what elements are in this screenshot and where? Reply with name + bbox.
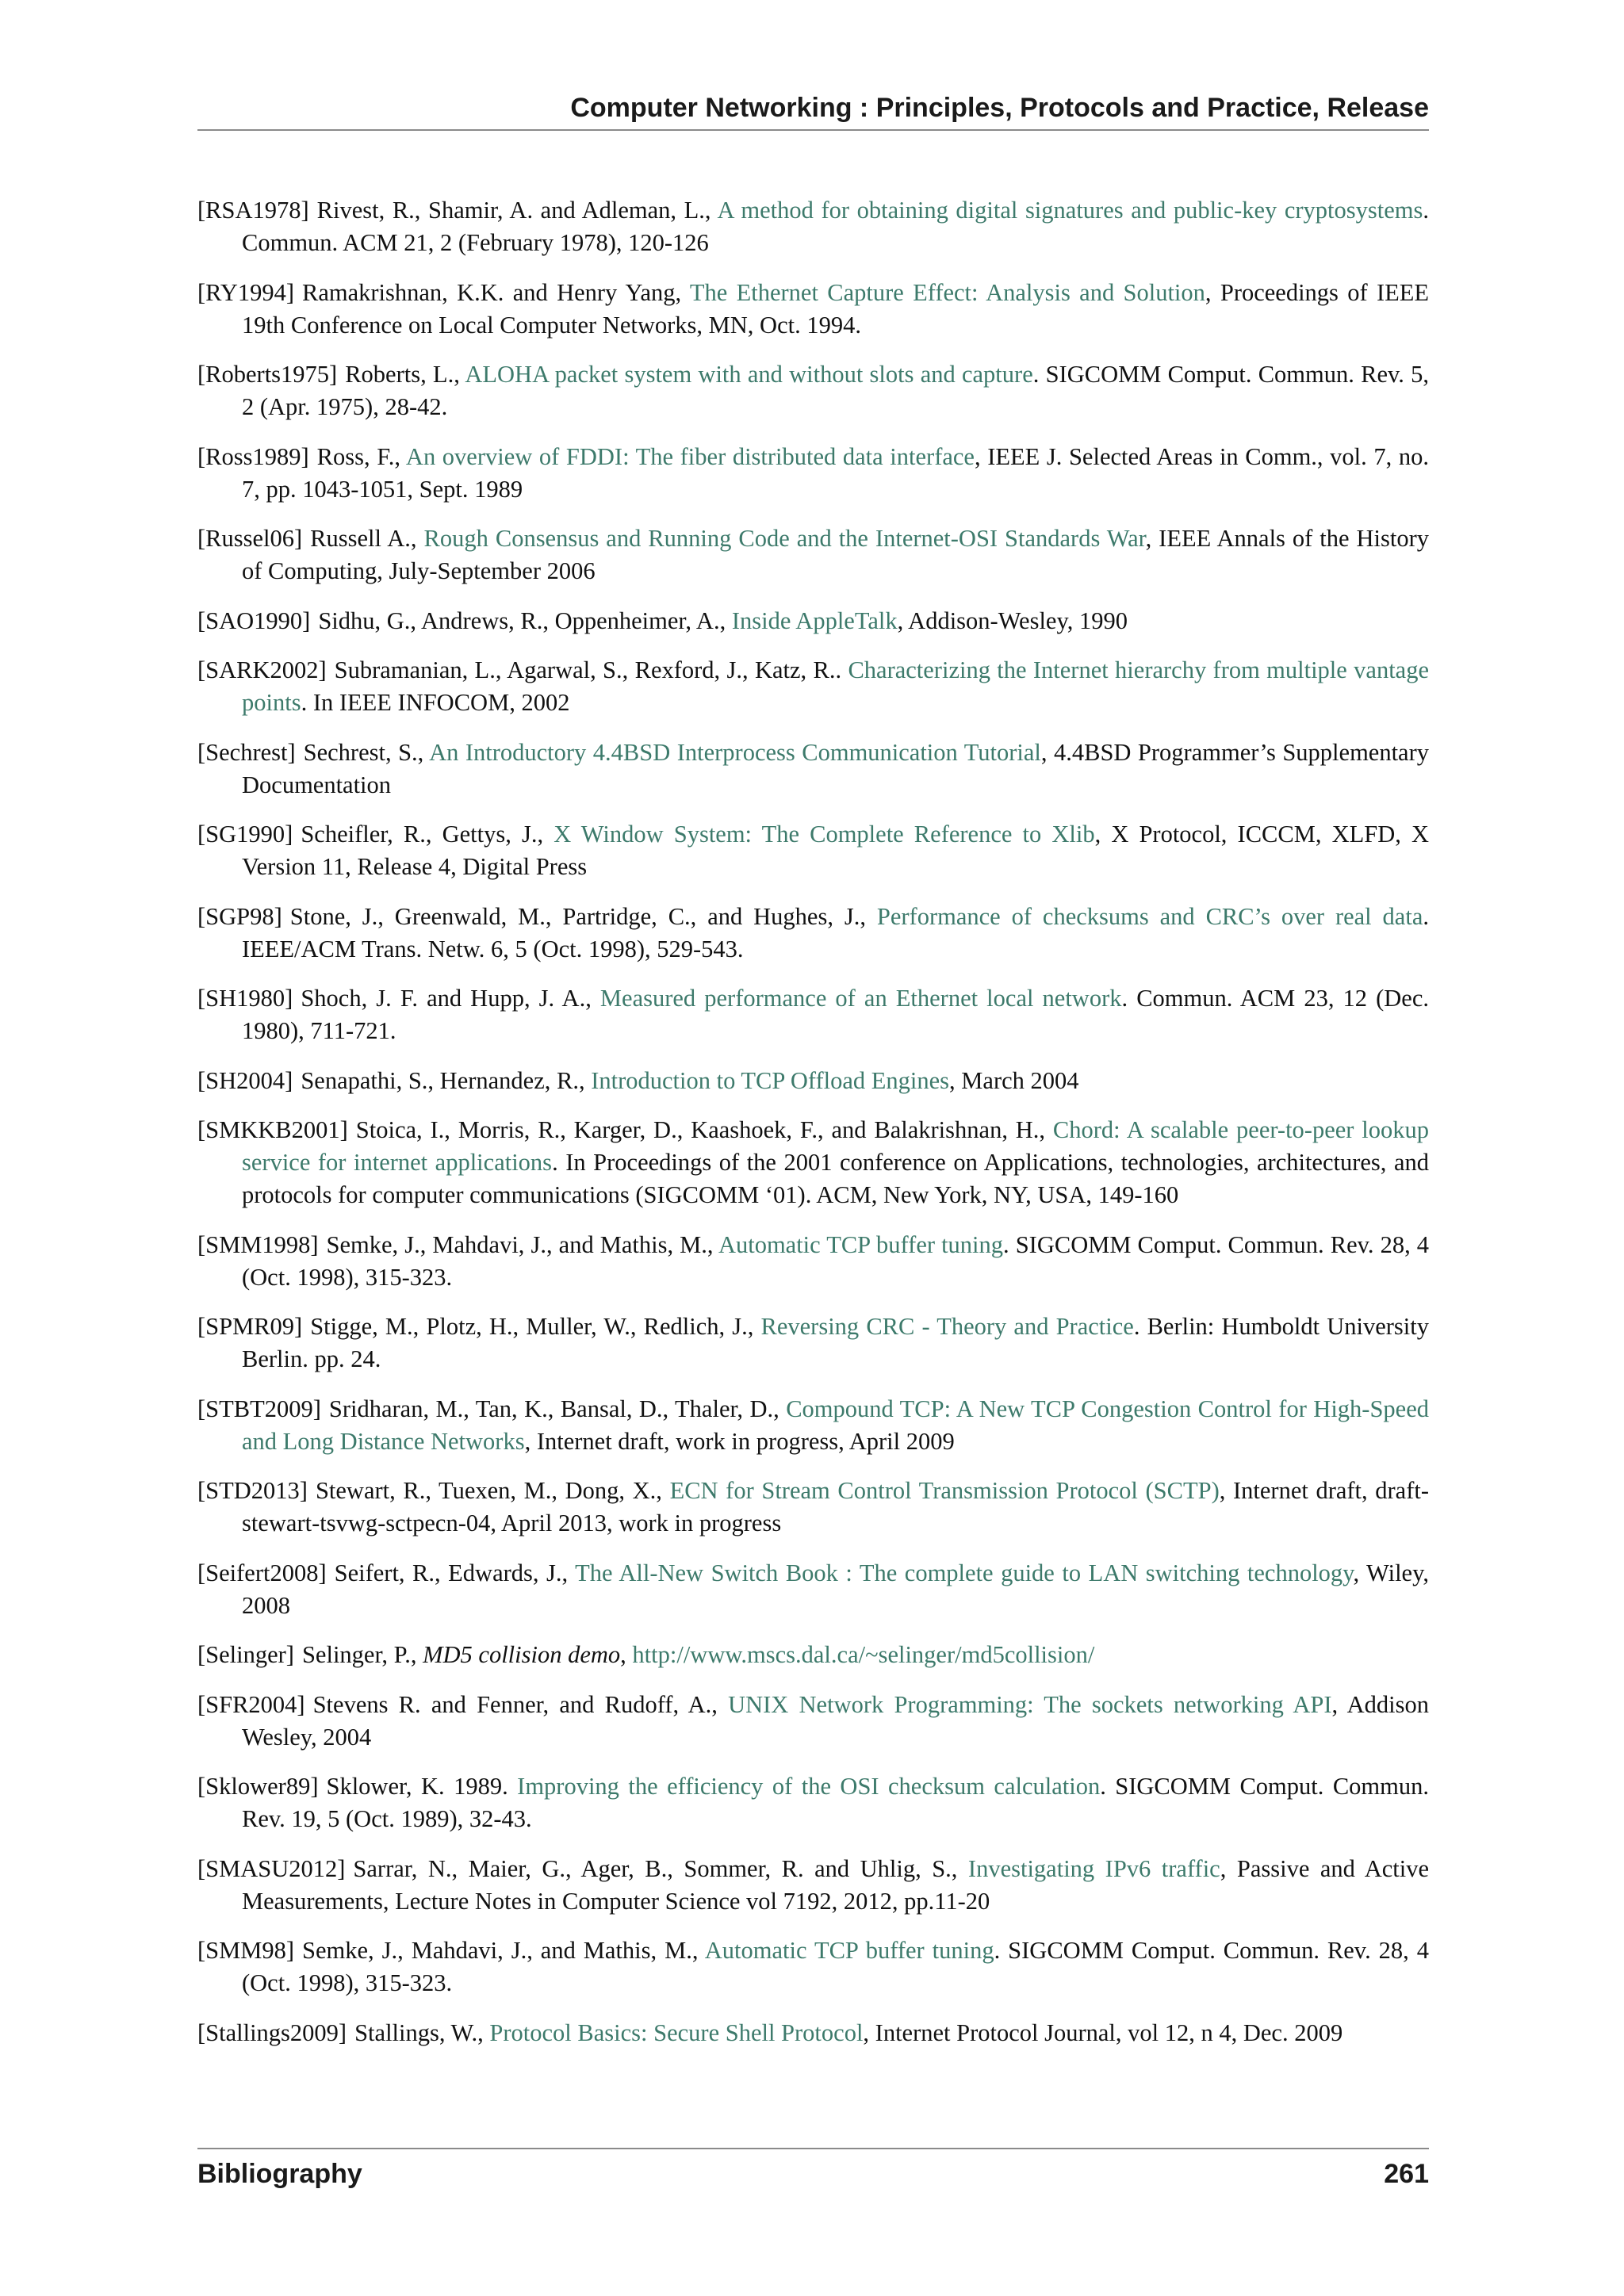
reference-link[interactable]: UNIX Network Programming: The sockets networking API <box>728 1690 1332 1718</box>
footer-rule <box>197 2148 1429 2149</box>
entry-authors: Sechrest, S., <box>303 738 430 766</box>
reference-link[interactable]: Rough Consensus and Running Code and the Internet-OSI Standards War <box>423 525 1146 552</box>
entry-authors: Stoica, I., Morris, R., Karger, D., Kaashoek, F., and Balakrishnan, H., <box>355 1116 1053 1143</box>
footer-section-title: Bibliography <box>197 2159 362 2189</box>
reference-link[interactable]: Automatic TCP buffer tuning <box>704 1937 994 1964</box>
entry-separator: , <box>620 1641 633 1668</box>
bibliography-entry <box>197 901 1429 966</box>
bibliography-entry <box>197 277 1429 342</box>
entry-details: , Internet Protocol Journal, vol 12, n 4, Dec. 2009 <box>863 2019 1343 2046</box>
entry-details: . SIGCOMM Comput. Commun. Rev. 19, 5 (Oct. 1989), 32-43. <box>242 1773 1429 1832</box>
entry-authors: Senapathi, S., Hernandez, R., <box>301 1066 592 1094</box>
entry-details: , Internet draft, work in progress, April 2009 <box>524 1427 955 1455</box>
reference-link[interactable]: ALOHA packet system with and without slots and capture <box>465 361 1033 388</box>
citation-key: [SAO1990] <box>197 607 311 634</box>
bibliography-entry <box>197 194 1429 259</box>
bibliography-entry <box>197 737 1429 802</box>
entry-authors: Stallings, W., <box>354 2019 490 2046</box>
reference-link[interactable]: Automatic TCP buffer tuning <box>718 1230 1004 1258</box>
entry-details: . Commun. ACM 21, 2 (February 1978), 120-126 <box>242 197 1429 256</box>
bibliography-entry <box>197 1114 1429 1211</box>
entry-details: . SIGCOMM Comput. Commun. Rev. 5, 2 (Apr. 1975), 28-42. <box>242 361 1429 420</box>
reference-link[interactable]: Improving the efficiency of the OSI checksum calculation <box>517 1773 1101 1800</box>
entry-details: , Addison-Wesley, 1990 <box>897 607 1128 634</box>
citation-key: [SMM98] <box>197 1937 295 1964</box>
entry-authors: Stewart, R., Tuexen, M., Dong, X., <box>315 1477 670 1504</box>
bibliography-entry <box>197 1639 1429 1671</box>
citation-key: [SARK2002] <box>197 656 327 683</box>
bibliography-entry <box>197 1311 1429 1376</box>
citation-key: [SMM1998] <box>197 1230 319 1258</box>
citation-key: [SGP98] <box>197 902 282 930</box>
bibliography-entry <box>197 654 1429 719</box>
entry-details: , Wiley, 2008 <box>242 1559 1429 1619</box>
entry-details: . Berlin: Humboldt University Berlin. pp. 24. <box>242 1313 1429 1372</box>
bibliography-entry <box>197 1557 1429 1622</box>
entry-authors: Subramanian, L., Agarwal, S., Rexford, J., Katz, R.. <box>334 656 848 683</box>
entry-details: , Addison Wesley, 2004 <box>242 1690 1430 1751</box>
reference-link[interactable]: An overview of FDDI: The fiber distributed data interface <box>405 442 975 470</box>
reference-link[interactable]: Protocol Basics: Secure Shell Protocol <box>489 2019 864 2046</box>
entry-details: . In IEEE INFOCOM, 2002 <box>301 689 570 716</box>
entry-authors: Semke, J., Mahdavi, J., and Mathis, M., <box>302 1937 705 1964</box>
reference-link[interactable]: A method for obtaining digital signatures and public-key cryptosystems <box>717 197 1423 224</box>
bibliography-entry <box>197 441 1429 506</box>
header-rule <box>197 129 1429 131</box>
citation-key: [Sklower89] <box>197 1773 319 1800</box>
entry-authors: Selinger, P., <box>301 1641 423 1668</box>
citation-key: [SG1990] <box>197 821 293 848</box>
citation-key: [SMASU2012] <box>197 1854 346 1882</box>
bibliography-entry <box>197 2017 1429 2049</box>
entry-italic-title: MD5 collision demo <box>423 1641 621 1668</box>
citation-key: [RSA1978] <box>197 197 309 224</box>
entry-authors: Ross, F., <box>316 442 406 470</box>
citation-key: [SMKKB2001] <box>197 1116 348 1143</box>
bibliography-entry <box>197 982 1429 1047</box>
entry-authors: Sarrar, N., Maier, G., Ager, B., Sommer, R. and Uhlig, S., <box>353 1854 968 1882</box>
entry-details: , Proceedings of IEEE 19th Conference on Local Computer Networks, MN, Oct. 1994. <box>242 278 1430 339</box>
entry-authors: Stevens R. and Fenner, and Rudoff, A., <box>312 1690 729 1718</box>
reference-link[interactable]: X Window System: The Complete Reference to Xlib <box>553 821 1095 848</box>
entry-details: . In Proceedings of the 2001 conference on Applications, technologies, architectures, and protocols for computer communications (SIGCOMM ‘01). ACM, New York, NY, USA, 149-160 <box>242 1149 1429 1208</box>
reference-link[interactable]: Characterizing the Internet hierarchy from multiple vantage points <box>242 656 1429 716</box>
bibliography-entry <box>197 1770 1429 1835</box>
reference-link[interactable]: An Introductory 4.4BSD Interprocess Communication Tutorial <box>429 738 1041 766</box>
entry-details: . SIGCOMM Comput. Commun. Rev. 28, 4 (Oct. 1998), 315-323. <box>242 1937 1429 1996</box>
bibliography-entry <box>197 358 1429 423</box>
reference-link[interactable]: Introduction to TCP Offload Engines <box>591 1066 950 1094</box>
reference-link[interactable]: The All-New Switch Book : The complete guide to LAN switching technology <box>575 1559 1354 1586</box>
bibliography-entry <box>197 1393 1429 1458</box>
entry-authors: Rivest, R., Shamir, A. and Adleman, L., <box>316 197 718 224</box>
reference-link[interactable]: Inside AppleTalk <box>731 607 898 634</box>
entry-authors: Semke, J., Mahdavi, J., and Mathis, M., <box>326 1230 718 1258</box>
citation-key: [Stallings2009] <box>197 2019 347 2046</box>
citation-key: [SPMR09] <box>197 1313 303 1340</box>
bibliography-list <box>197 194 1429 2066</box>
reference-link[interactable]: Measured performance of an Ethernet local network <box>599 985 1122 1012</box>
bibliography-entry <box>197 1853 1429 1918</box>
bibliography-entry <box>197 1689 1429 1754</box>
reference-link[interactable]: http://www.mscs.dal.ca/~selinger/md5collision/ <box>632 1641 1095 1668</box>
reference-link[interactable]: Compound TCP: A New TCP Congestion Control for High-Speed and Long Distance Networks <box>242 1395 1429 1455</box>
citation-key: [STBT2009] <box>197 1395 321 1422</box>
citation-key: [STD2013] <box>197 1477 308 1504</box>
reference-link[interactable]: Reversing CRC - Theory and Practice <box>760 1313 1134 1340</box>
entry-authors: Stone, J., Greenwald, M., Partridge, C., and Hughes, J., <box>289 902 877 930</box>
entry-details: , IEEE J. Selected Areas in Comm., vol. 7, no. 7, pp. 1043-1051, Sept. 1989 <box>242 442 1429 503</box>
page-number: 261 <box>1384 2159 1429 2189</box>
running-header: Computer Networking : Principles, Protocols and Practice, Release <box>570 93 1429 123</box>
citation-key: [Ross1989] <box>197 442 309 470</box>
entry-authors: Sklower, K. 1989. <box>326 1773 518 1800</box>
citation-key: [SH2004] <box>197 1066 293 1094</box>
entry-authors: Ramakrishnan, K.K. and Henry Yang, <box>302 278 690 306</box>
entry-details: . Commun. ACM 23, 12 (Dec. 1980), 711-721. <box>242 985 1429 1044</box>
citation-key: [Seifert2008] <box>197 1559 327 1586</box>
reference-link[interactable]: The Ethernet Capture Effect: Analysis and Solution <box>689 278 1205 306</box>
citation-key: [RY1994] <box>197 278 294 306</box>
reference-link[interactable]: ECN for Stream Control Transmission Protocol (SCTP) <box>669 1477 1220 1504</box>
bibliography-entry <box>197 605 1429 637</box>
entry-details: . SIGCOMM Comput. Commun. Rev. 28, 4 (Oct. 1998), 315-323. <box>242 1230 1429 1291</box>
entry-details: . IEEE/ACM Trans. Netw. 6, 5 (Oct. 1998), 529-543. <box>242 902 1429 962</box>
reference-link[interactable]: Chord: A scalable peer-to-peer lookup service for internet applications <box>242 1116 1429 1176</box>
entry-authors: Stigge, M., Plotz, H., Muller, W., Redlich, J., <box>310 1313 761 1340</box>
citation-key: [SFR2004] <box>197 1690 305 1718</box>
bibliography-entry <box>197 1065 1429 1097</box>
citation-key: [Russel06] <box>197 525 303 552</box>
entry-details: , Internet draft, draft-stewart-tsvwg-sctpecn-04, April 2013, work in progress <box>242 1477 1430 1536</box>
citation-key: [Selinger] <box>197 1641 294 1668</box>
entry-authors: Sidhu, G., Andrews, R., Oppenheimer, A., <box>318 607 732 634</box>
entry-authors: Sridharan, M., Tan, K., Bansal, D., Thaler, D., <box>328 1395 787 1422</box>
bibliography-entry <box>197 1229 1429 1294</box>
citation-key: [Sechrest] <box>197 738 296 766</box>
entry-authors: Scheifler, R., Gettys, J., <box>301 821 554 848</box>
bibliography-entry <box>197 1934 1429 1999</box>
bibliography-entry <box>197 1475 1429 1540</box>
entry-details: , 4.4BSD Programmer’s Supplementary Documentation <box>242 738 1429 798</box>
entry-authors: Seifert, R., Edwards, J., <box>334 1559 576 1586</box>
entry-authors: Roberts, L., <box>345 361 465 388</box>
entry-details: , X Protocol, ICCCM, XLFD, X Version 11, Release 4, Digital Press <box>242 821 1429 880</box>
reference-link[interactable]: Performance of checksums and CRC’s over real data <box>876 902 1423 930</box>
citation-key: [Roberts1975] <box>197 361 338 388</box>
bibliography-entry <box>197 818 1429 883</box>
citation-key: [SH1980] <box>197 985 293 1012</box>
reference-link[interactable]: Investigating IPv6 traffic <box>967 1854 1220 1882</box>
entry-authors: Shoch, J. F. and Hupp, J. A., <box>301 985 600 1012</box>
entry-authors: Russell A., <box>310 525 424 552</box>
entry-details: , Passive and Active Measurements, Lecture Notes in Computer Science vol 7192, 2012, pp.11-20 <box>242 1854 1429 1915</box>
entry-details: , March 2004 <box>949 1066 1079 1094</box>
bibliography-entry <box>197 522 1429 587</box>
entry-details: , IEEE Annals of the History of Computing, July-September 2006 <box>242 525 1429 584</box>
